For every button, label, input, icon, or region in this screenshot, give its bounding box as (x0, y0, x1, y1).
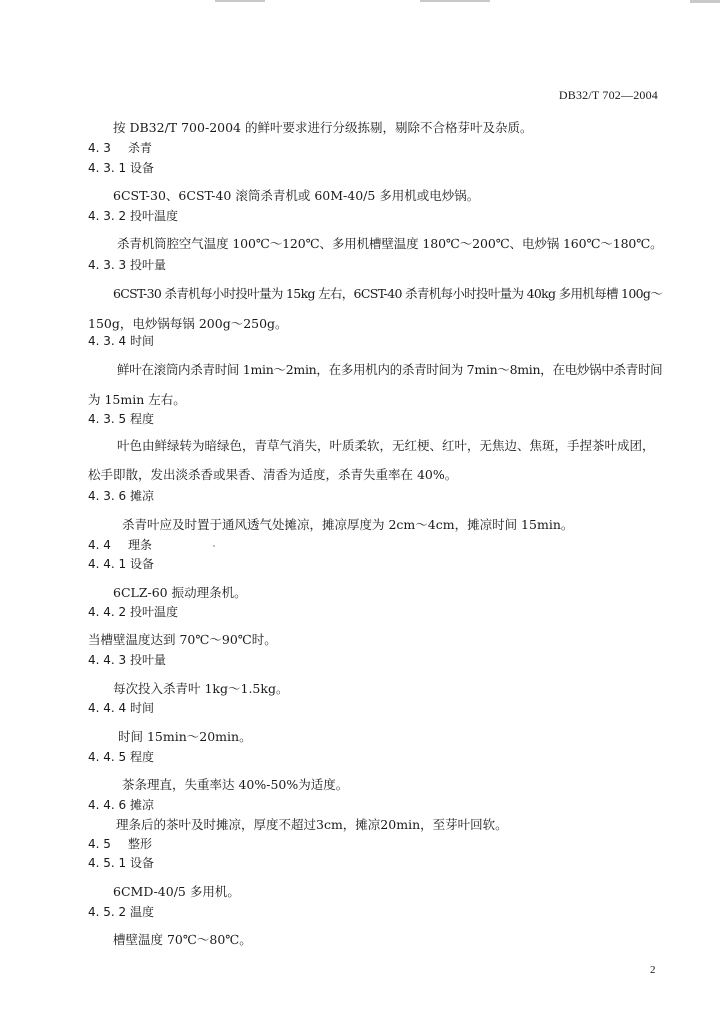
section-heading (88, 604, 178, 620)
section-heading (88, 333, 154, 349)
section-heading (88, 160, 154, 176)
section-number: 4. 4. 5 (88, 750, 127, 764)
paragraph-line: 150g，电炒锅每锅 200g～250g。 (88, 316, 288, 331)
section-heading (88, 537, 152, 553)
section-title: 摊凉 (130, 489, 155, 503)
paragraph-line: 当槽壁温度达到 70℃～90℃时。 (88, 632, 277, 647)
section-heading (88, 797, 154, 813)
section-title: 整形 (128, 837, 153, 851)
scan-artifact (690, 0, 720, 3)
paragraph-line: 理条后的茶叶及时摊凉，厚度不超过3cm，摊凉20min，至芽叶回软。 (116, 817, 508, 832)
section-number: 4. 5 (88, 837, 111, 851)
scan-artifact (420, 0, 490, 2)
scan-speck (213, 545, 215, 547)
section-title: 设备 (130, 856, 155, 870)
section-title: 摊凉 (130, 798, 155, 812)
section-number: 4. 4. 3 (88, 653, 127, 667)
paragraph-line: 6CMD-40/5 多用机。 (113, 884, 240, 899)
paragraph-line: 时间 15min～20min。 (118, 729, 252, 744)
section-number: 4. 5. 2 (88, 905, 127, 919)
section-heading (88, 488, 154, 504)
section-number: 4. 3. 6 (88, 489, 127, 503)
section-number: 4. 4. 4 (88, 701, 127, 715)
section-heading (88, 904, 154, 920)
section-number: 4. 4. 6 (88, 798, 127, 812)
section-title: 投叶量 (130, 258, 167, 272)
section-title: 时间 (130, 334, 155, 348)
paragraph-line: 杀青叶应及时置于通风透气处摊凉，摊凉厚度为 2cm～4cm，摊凉时间 15min。 (122, 517, 574, 532)
paragraph-line: 按 DB32/T 700-2004 的鲜叶要求进行分级拣剔，剔除不合格芽叶及杂质。 (113, 120, 533, 135)
section-number: 4. 3. 1 (88, 161, 127, 175)
section-heading (88, 140, 152, 156)
section-number: 4. 3. 4 (88, 334, 127, 348)
section-title: 投叶温度 (130, 605, 179, 619)
section-title: 设备 (130, 557, 155, 571)
section-title: 时间 (130, 701, 155, 715)
section-number: 4. 4. 2 (88, 605, 127, 619)
section-heading (88, 208, 178, 224)
section-heading (88, 257, 166, 273)
section-number: 4. 3. 2 (88, 209, 127, 223)
paragraph-line: 叶色由鲜绿转为暗绿色，青草气消失，叶质柔软，无红梗、红叶，无焦边、焦斑，手捏茶叶成团， (117, 438, 655, 453)
document-code: DB32/T 702—2004 (558, 88, 658, 102)
section-title: 设备 (130, 161, 155, 175)
section-number: 4. 3. 5 (88, 412, 127, 426)
section-heading (88, 749, 154, 765)
section-heading (88, 836, 152, 852)
section-heading (88, 700, 154, 716)
section-heading (88, 411, 154, 427)
paragraph-line: 为 15min 左右。 (88, 392, 186, 407)
paragraph-line: 茶条理直，失重率达 40%-50%为适度。 (122, 777, 349, 792)
section-number: 4. 4. 1 (88, 557, 127, 571)
paragraph-line: 6CLZ-60 振动理条机。 (113, 585, 247, 600)
section-title: 温度 (130, 905, 155, 919)
section-number: 4. 3. 3 (88, 258, 127, 272)
scan-artifact (215, 0, 265, 2)
section-title: 程度 (130, 412, 155, 426)
section-number: 4. 3 (88, 141, 111, 155)
section-number: 4. 5. 1 (88, 856, 127, 870)
section-heading (88, 556, 154, 572)
paragraph-line: 6CST-30 杀青机每小时投叶量为 15kg 左右，6CST-40 杀青机每小时投叶量为 40kg 多用机每槽 100g～ (113, 286, 663, 301)
section-title: 投叶温度 (130, 209, 179, 223)
paragraph-line: 每次投入杀青叶 1kg～1.5kg。 (113, 681, 289, 696)
section-title: 杀青 (128, 141, 153, 155)
section-number: 4. 4 (88, 538, 111, 552)
paragraph-line: 槽壁温度 70℃～80℃。 (113, 932, 252, 947)
section-title: 程度 (130, 750, 155, 764)
paragraph-line: 杀青机筒腔空气温度 100℃～120℃、多用机槽壁温度 180℃～200℃、电炒锅 160℃～180℃。 (117, 236, 663, 251)
section-heading (88, 855, 154, 871)
section-title: 投叶量 (130, 653, 167, 667)
paragraph-line: 松手即散，发出淡杀香或果香、清香为适度，杀青失重率在 40%。 (88, 467, 458, 482)
paragraph-line: 6CST-30、6CST-40 滚筒杀青机或 60M-40/5 多用机或电炒锅。 (113, 188, 480, 203)
section-title: 理条 (128, 538, 153, 552)
page-number: 2 (650, 964, 656, 976)
section-heading (88, 652, 166, 668)
paragraph-line: 鲜叶在滚筒内杀青时间 1min～2min，在多用机内的杀青时间为 7min～8min，在电炒锅中杀青时间 (117, 362, 663, 377)
